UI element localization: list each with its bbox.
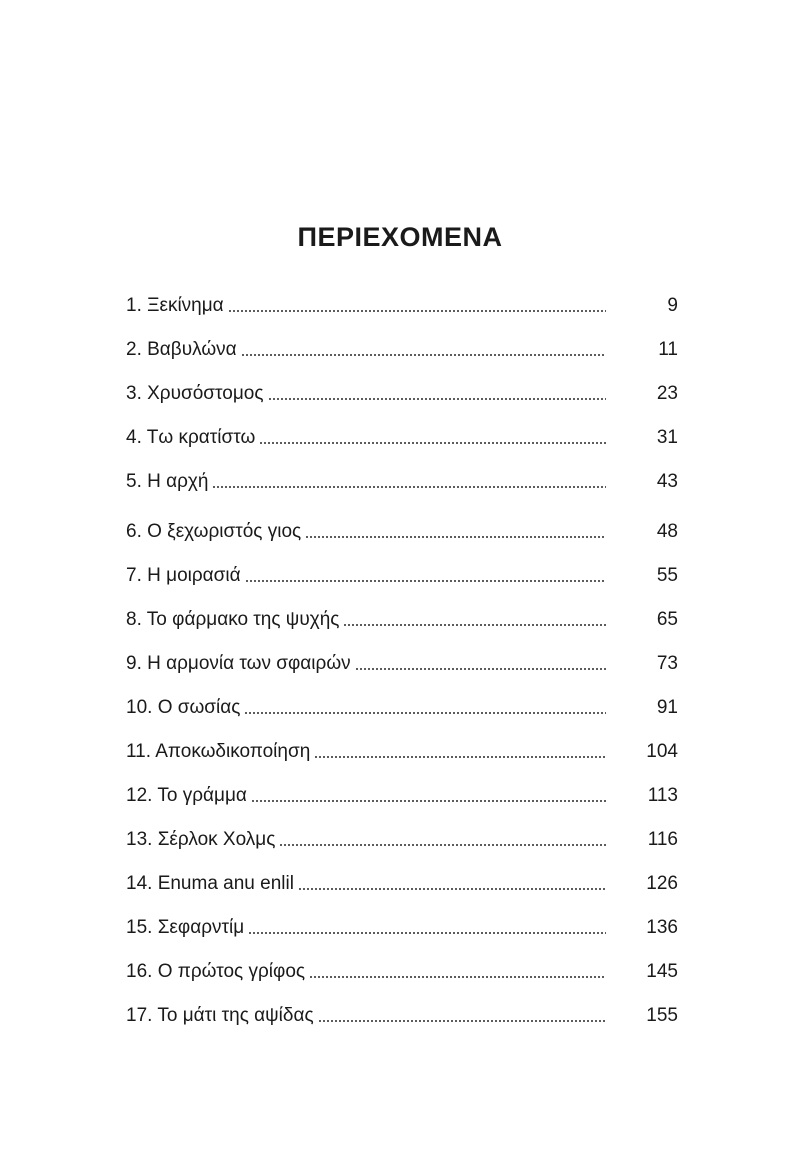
toc-entry xyxy=(126,372,678,416)
dot-leader xyxy=(259,442,606,444)
toc-entry xyxy=(126,774,678,818)
toc-entry xyxy=(126,906,678,950)
toc-entry-title: 6. Ο ξεχωριστός γιος xyxy=(126,521,302,542)
dot-leader xyxy=(241,354,606,356)
toc-entry-page: 126 xyxy=(646,873,678,894)
dot-leader xyxy=(251,800,606,802)
toc-entry xyxy=(126,818,678,862)
toc-entry-page: 31 xyxy=(656,427,678,448)
toc-entry-title: 14. Enuma anu enlil xyxy=(126,873,294,894)
toc-entry-title: 5. Η αρχή xyxy=(126,471,209,492)
toc-entry xyxy=(126,460,678,504)
toc-entry-page: 91 xyxy=(656,697,678,718)
toc-entry-page: 136 xyxy=(646,917,678,938)
toc-entry xyxy=(126,284,678,328)
toc-entry-title: 1. Ξεκίνημα xyxy=(126,295,224,316)
toc-entry-page: 113 xyxy=(647,785,678,806)
dot-leader xyxy=(309,976,606,978)
dot-leader xyxy=(228,310,606,312)
toc-entry-page: 11 xyxy=(658,339,678,360)
toc-entry-title: 3. Χρυσόστομος xyxy=(126,383,264,404)
dot-leader xyxy=(212,486,606,488)
dot-leader xyxy=(245,580,606,582)
toc-entry-page: 116 xyxy=(647,829,678,850)
toc-entry-page: 48 xyxy=(656,521,678,542)
toc-entry xyxy=(126,328,678,372)
toc-entry-title: 4. Τω κρατίστω xyxy=(126,427,256,448)
toc-entry-page: 155 xyxy=(646,1005,678,1026)
toc-entry-title: 13. Σέρλοκ Χολμς xyxy=(126,829,276,850)
toc-entry xyxy=(126,994,678,1038)
toc-entry xyxy=(126,950,678,994)
page-title: ΠΕΡΙΕΧΟΜΕΝΑ xyxy=(297,222,503,252)
toc-entry-title: 7. Η μοιρασιά xyxy=(126,565,241,586)
dot-leader xyxy=(244,712,606,714)
toc-entry-page: 9 xyxy=(667,295,678,316)
toc-entry-page: 43 xyxy=(656,471,678,492)
toc-entry-title: 9. Η αρμονία των σφαιρών xyxy=(126,653,351,674)
toc-entry-page: 104 xyxy=(646,741,678,762)
dot-leader xyxy=(343,624,606,626)
dot-leader xyxy=(279,844,606,846)
toc-entry-title: 16. Ο πρώτος γρίφος xyxy=(126,961,306,982)
toc-entry xyxy=(126,642,678,686)
toc-entry-page: 23 xyxy=(656,383,678,404)
dot-leader xyxy=(355,668,606,670)
dot-leader xyxy=(318,1020,606,1022)
dot-leader xyxy=(314,756,606,758)
toc-entry-page: 55 xyxy=(656,565,678,586)
toc-entry-title: 8. Το φάρμακο της ψυχής xyxy=(126,609,340,630)
toc-entry xyxy=(126,510,678,554)
toc-entry-page: 65 xyxy=(656,609,678,630)
toc-entry xyxy=(126,598,678,642)
toc-entry-page: 73 xyxy=(656,653,678,674)
dot-leader xyxy=(305,536,606,538)
toc-entry-page: 145 xyxy=(646,961,678,982)
table-of-contents xyxy=(126,284,678,1038)
toc-entry xyxy=(126,686,678,730)
dot-leader xyxy=(298,888,606,890)
toc-entry xyxy=(126,862,678,906)
toc-entry-title: 10. Ο σωσίας xyxy=(126,697,241,718)
toc-entry xyxy=(126,416,678,460)
toc-entry-title: 15. Σεφαρντίμ xyxy=(126,917,245,938)
toc-entry-title: 12. Το γράμμα xyxy=(126,785,247,806)
dot-leader xyxy=(268,398,607,400)
toc-entry-title: 11. Αποκωδικοποίηση xyxy=(126,741,311,762)
toc-entry xyxy=(126,730,678,774)
dot-leader xyxy=(248,932,606,934)
toc-entry-title: 17. Το μάτι της αψίδας xyxy=(126,1005,314,1026)
toc-entry-title: 2. Βαβυλώνα xyxy=(126,339,237,360)
toc-entry xyxy=(126,554,678,598)
